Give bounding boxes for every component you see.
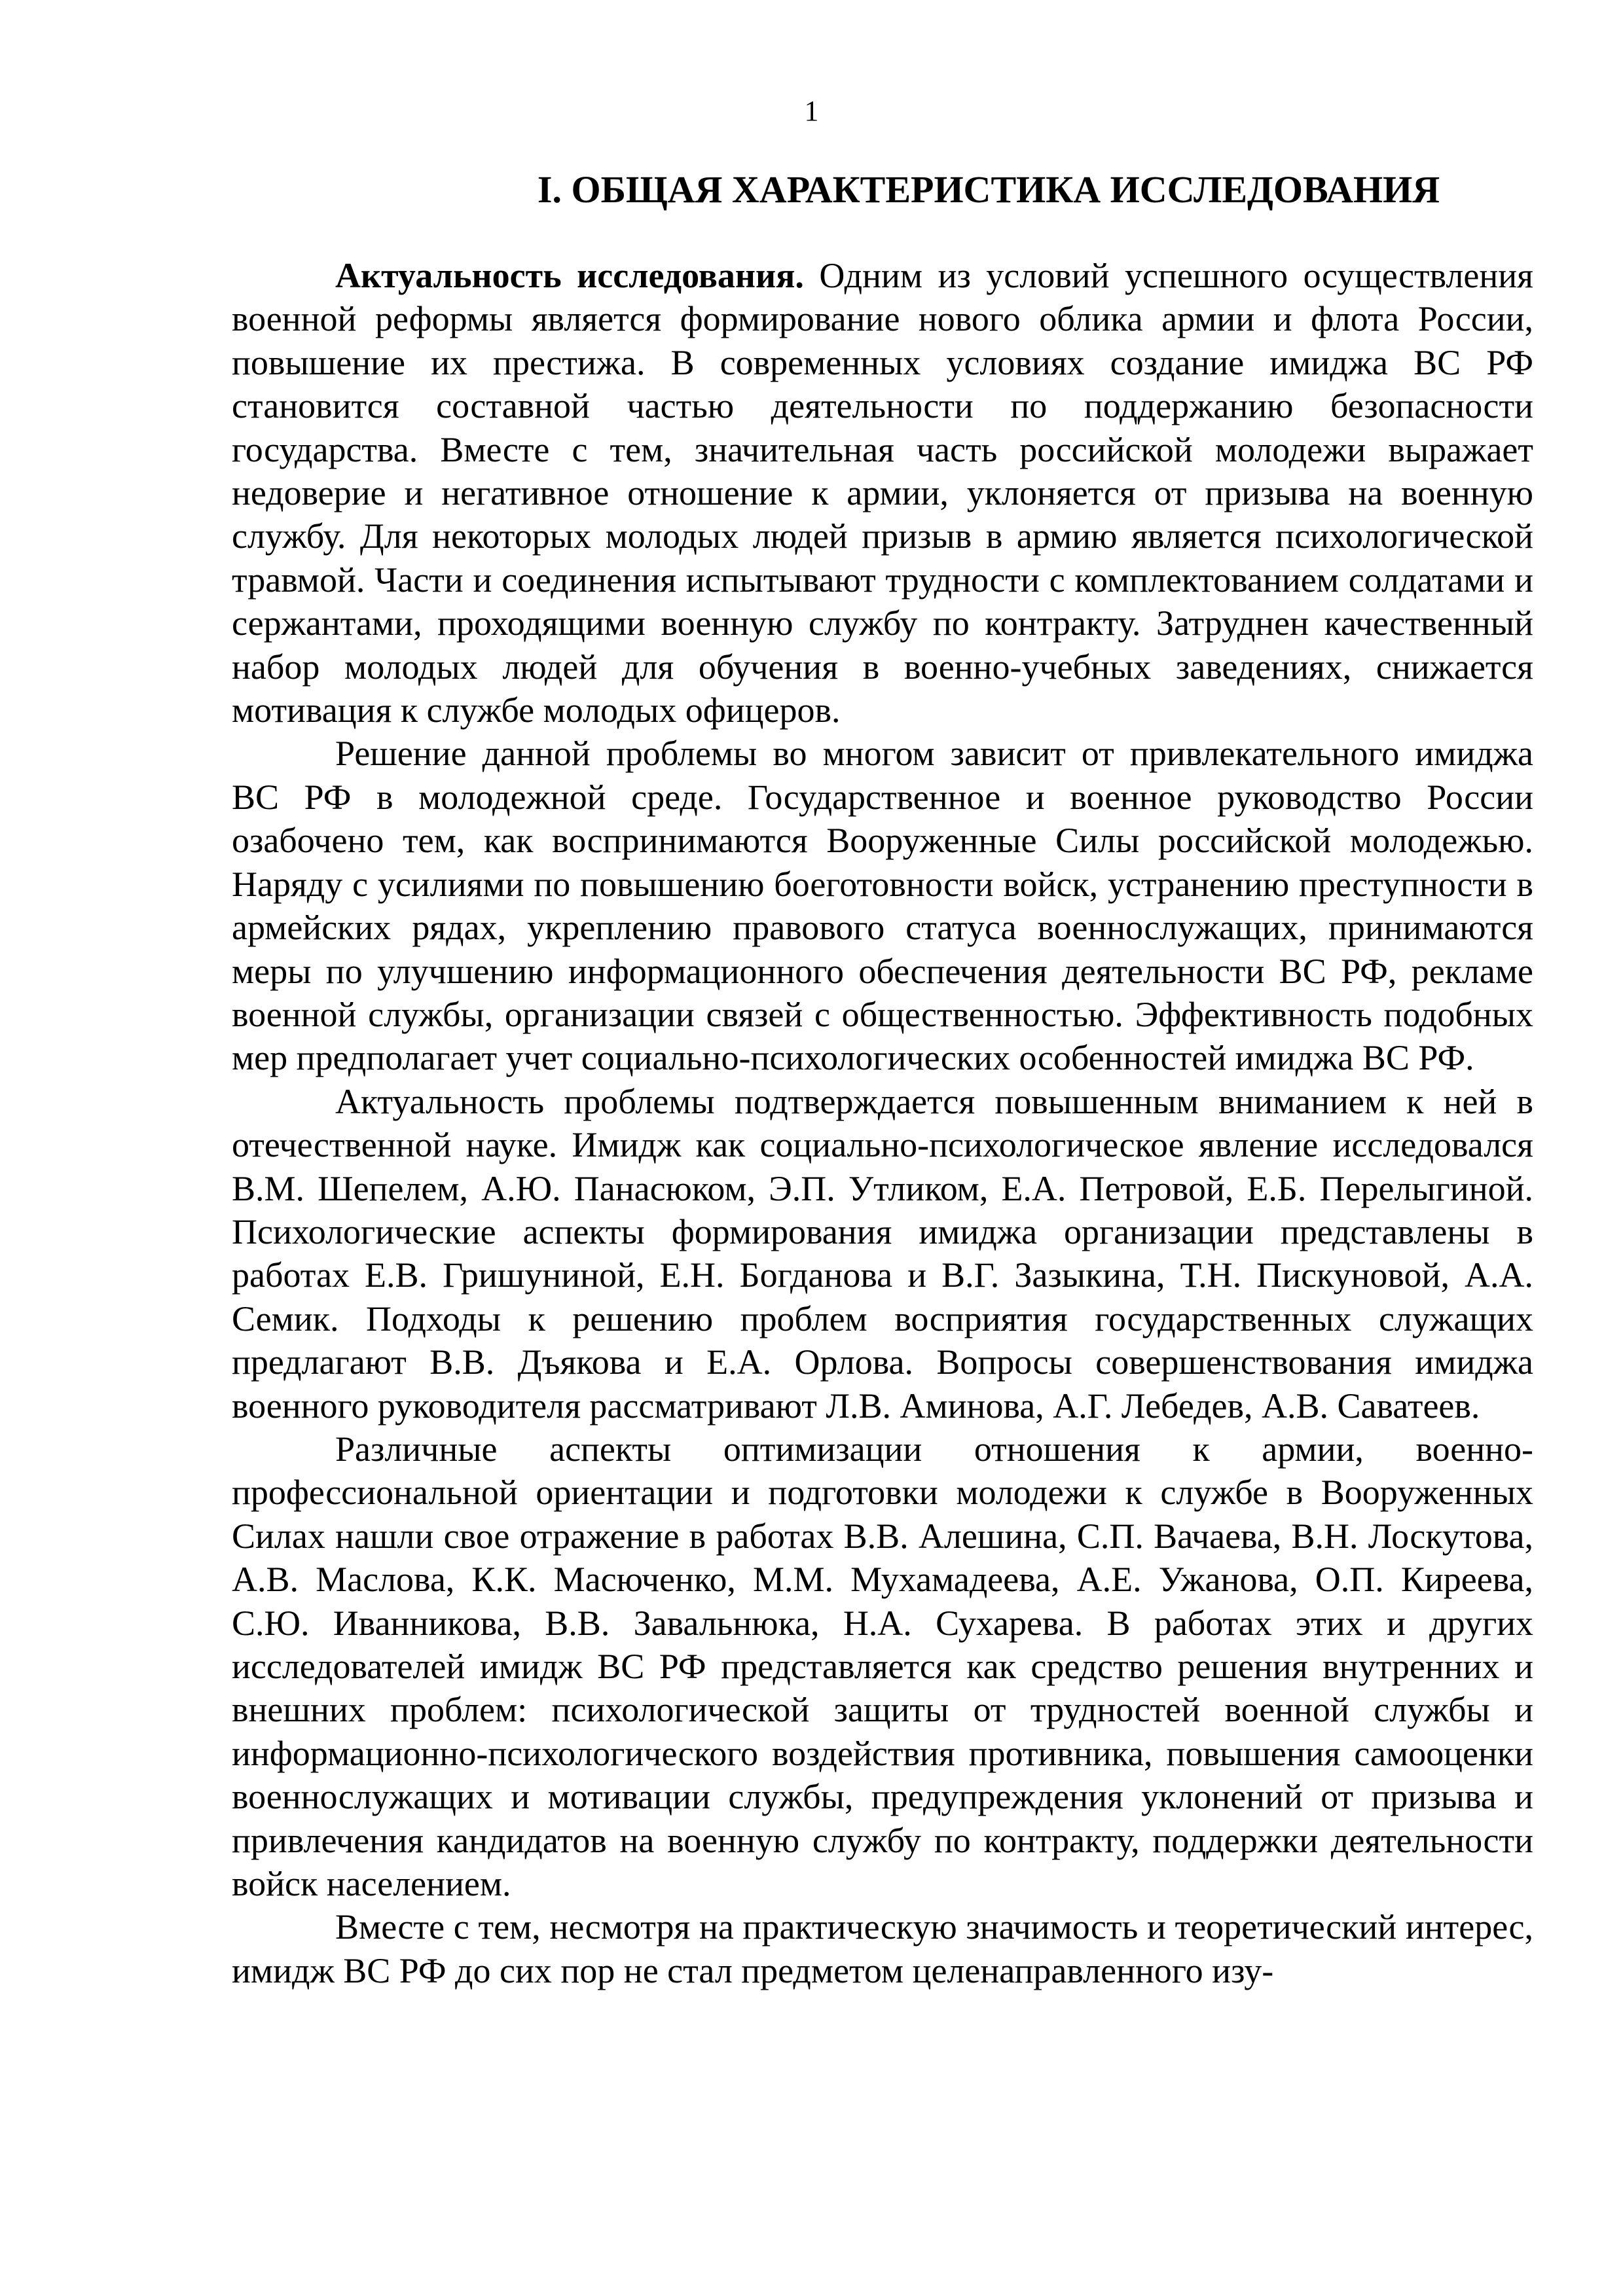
paragraph-research-aspects: Различные аспекты оптимизации отношения к армии, военно-профессиональной ориентации и подготовки молодежи к службе в Вооруженных Силах нашли свое отражение в работах В.В. Алешина, С.П. Вачаева, В.Н. Лоскутова, А.В. Маслова, К.К. Масюченко, М.М. Мухамадеева, А.Е. Ужанова, О.П. Киреева, С.Ю. Иванникова, В.В. Завальнюка, Н.А. Сухарева. В работах этих и других исследователей имидж ВС РФ представляется как средство решения внутренних и внешних проблем: психологической защиты от трудностей военной службы и информационно-психологического воздействия противника, повышения самооценки военнослужащих и мотивации службы, предупреждения уклонений от призыва и привлечения кандидатов на военную службу по контракту, поддержки деятельности войск населением. [232,1429,1533,1904]
paragraph-scientific-attention: Актуальность проблемы подтверждается повышенным вниманием к ней в отечественной науке. Имидж как социально-психологическое явление исследовался В.М. Шепелем, А.Ю. Панасюком, Э.П. Утликом, Е.А. Петровой, Е.Б. Перелыгиной. Психологические аспекты формирования имиджа организации представлены в работах Е.В. Гришуниной, Е.Н. Богданова и В.Г. Зазыкина, Т.Н. Пискуновой, А.А. Семик. Подходы к решению проблем восприятия государственных служащих предлагают В.В. Дъякова и Е.А. Орлова. Вопросы совершенствования имиджа военного руководителя рассматривают Л.В. Аминова, А.Г. Лебедев, А.В. Саватеев. [232,1081,1533,1426]
paragraph-problem-solution: Решение данной проблемы во многом зависит от привлекательного имиджа ВС РФ в молодежной среде. Государственное и военное руководство России озабочено тем, как воспринимаются Вооруженные Силы российской молодежью. Наряду с усилиями по повышению боеготовности войск, устранению преступности в армейских рядах, укреплению правового статуса военнослужащих, принимаются меры по улучшению информационного обеспечения деятельности ВС РФ, рекламе военной службы, организации связей с общественностью. Эффективность подобных мер предполагает учет социально-психологических особенностей имиджа ВС РФ. [232,734,1533,1078]
paragraph-lead-term: Актуальность исследования. [335,256,804,295]
page-number: 1 [804,95,819,127]
page-title: I. ОБЩАЯ ХАРАКТЕРИСТИКА ИССЛЕДОВАНИЯ [537,168,1440,211]
paragraph-research-gap: Вместе с тем, несмотря на практическую значимость и теоретический интерес, имидж ВС РФ до сих пор не стал предметом целенаправленного изу- [232,1907,1533,1990]
paragraph-relevance [232,254,1533,732]
paragraph-text: Одним из условий успешного осуществления военной реформы является формирование нового облика армии и флота России, повышение их престижа. В современных условиях создание имиджа ВС РФ становится составной частью деятельности по поддержанию безопасности государства. Вместе с тем, значительная часть российской молодежи выражает недоверие и негативное отношение к армии, уклоняется от призыва на военную службу. Для некоторых молодых людей призыв в армию является психологической травмой. Части и соединения испытывают трудности с комплектованием солдатами и сержантами, проходящими военную службу по контракту. Затруднен качественный набор молодых людей для обучения в военно-учебных заведениях, снижается мотивация к службе молодых офицеров. [232,256,1533,730]
body-text [232,254,1533,1992]
